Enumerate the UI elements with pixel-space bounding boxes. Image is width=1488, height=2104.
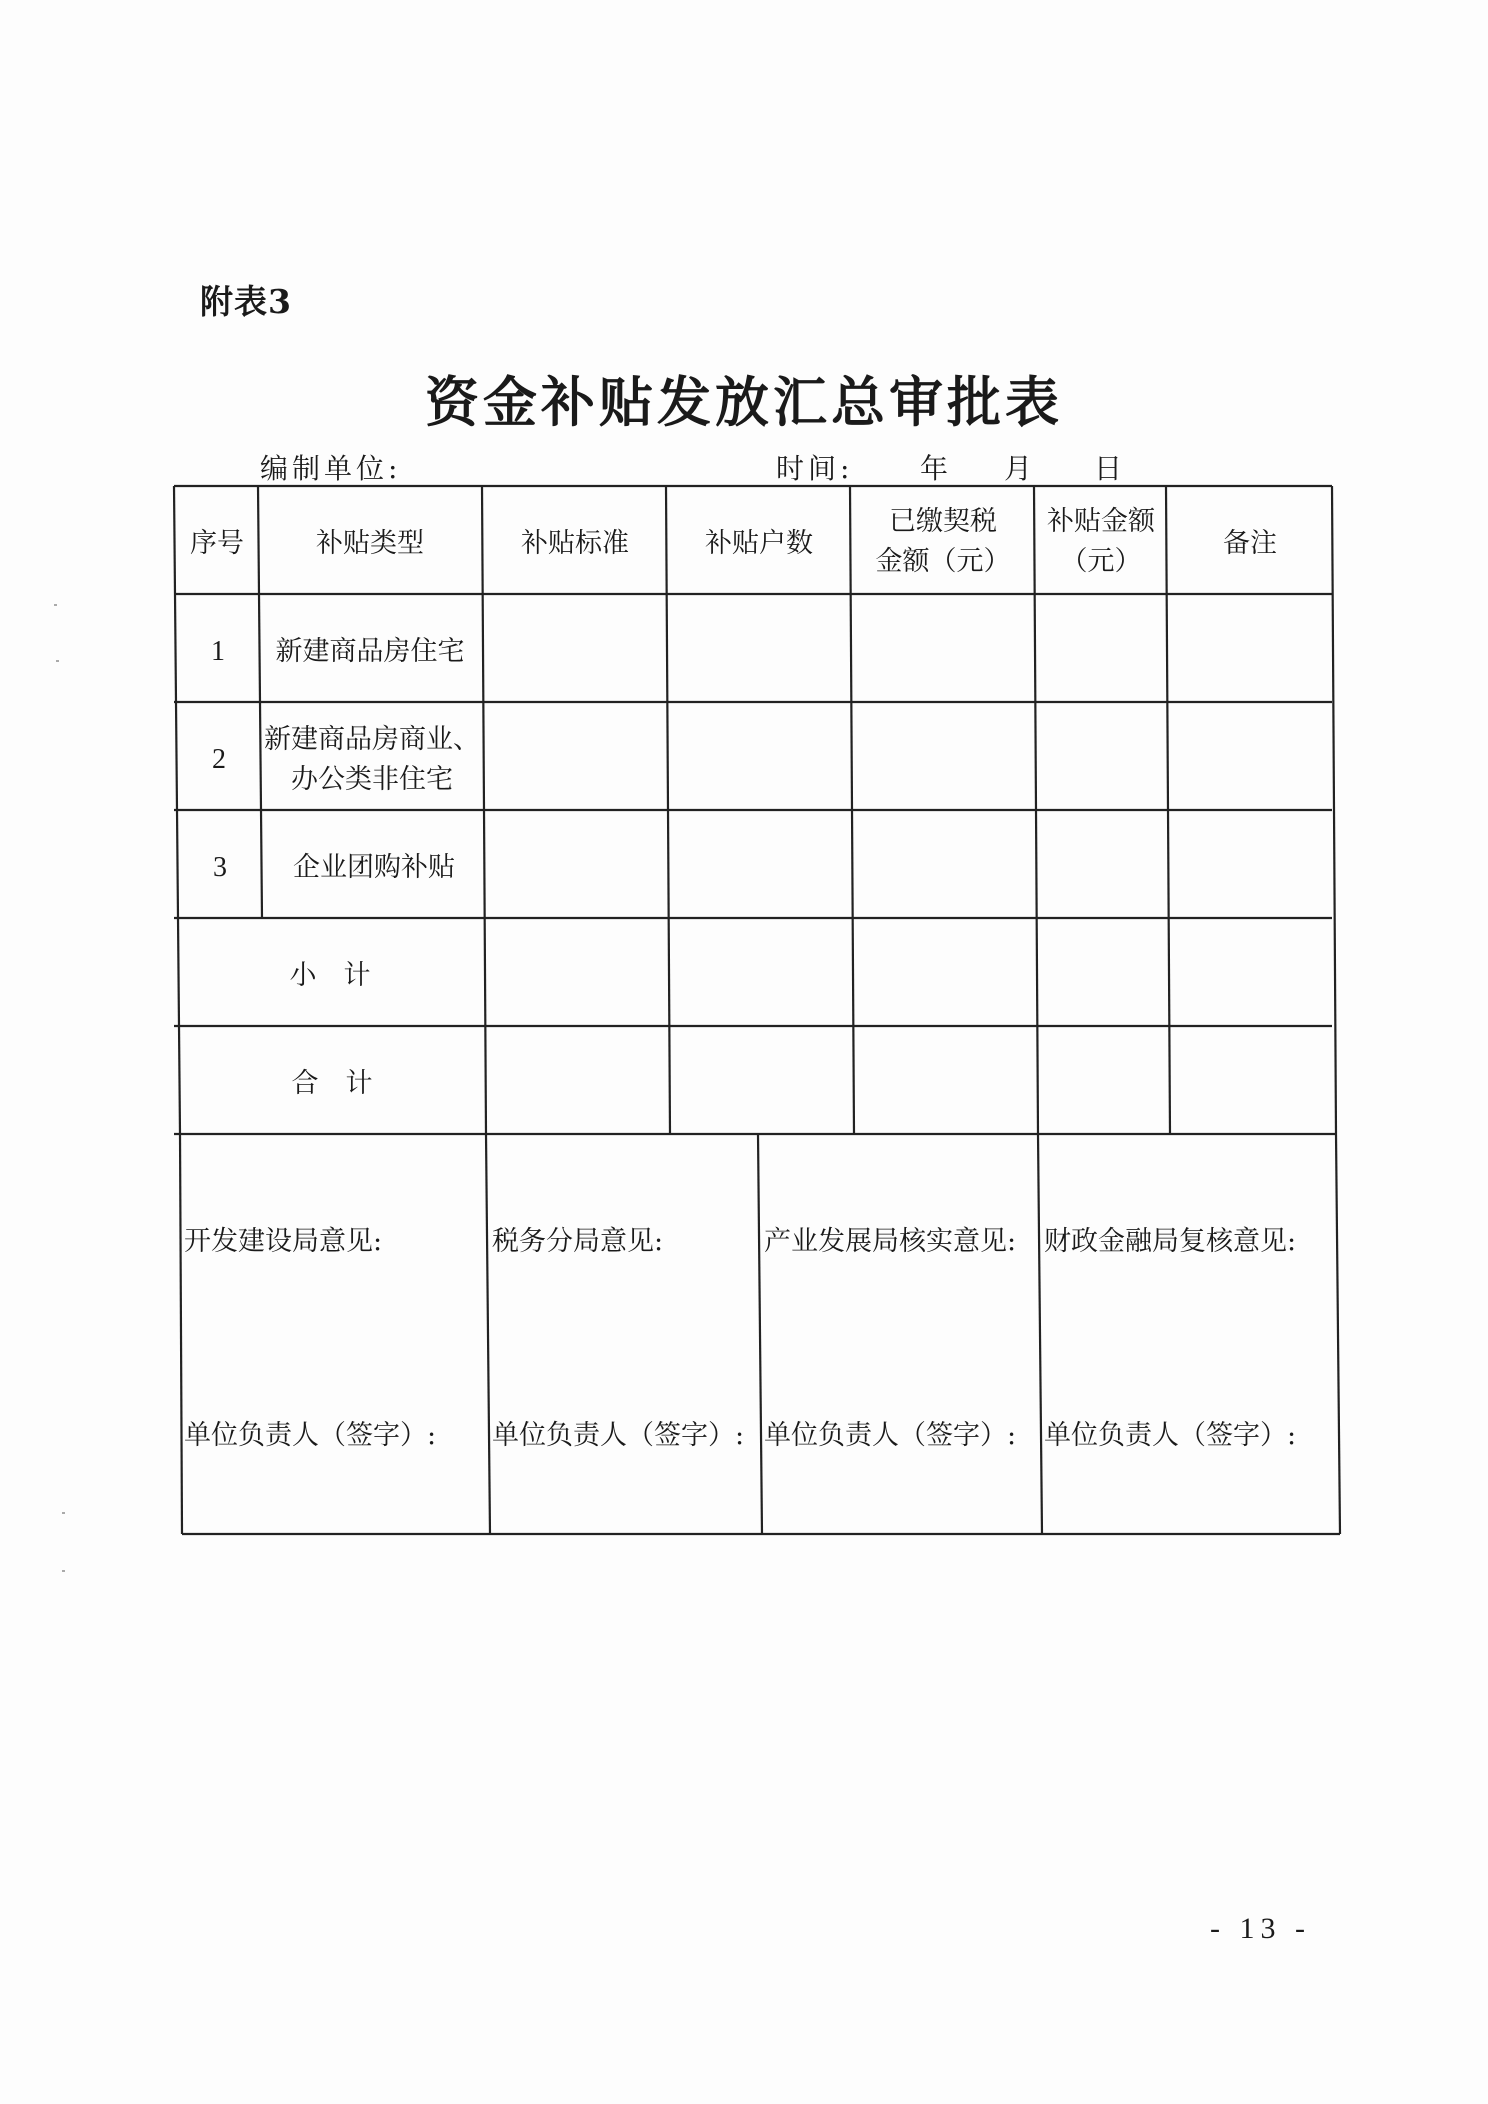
table-row [212,724,480,795]
opinion-tax-branch: 税务分局意见: [492,1226,664,1257]
signer-development-bureau: 单位负责人（签字）: [184,1420,437,1451]
total-label: 合 计 [291,1068,373,1099]
header-type: 补贴类型 [316,528,424,559]
signer-industry-bureau: 单位负责人（签字）: [764,1420,1017,1451]
header-tax-line1: 已缴契税 [889,506,997,537]
header-amount-line1: 补贴金额 [1047,506,1155,537]
header-amount-line2: （元） [1060,546,1142,577]
row-type-line1: 新建商品房商业、 [264,724,480,755]
month-label: 月 [1004,452,1037,485]
row-type-line2: 办公类非住宅 [291,764,453,795]
table-row [211,636,465,667]
day-label: 日 [1094,452,1127,485]
row-type: 企业团购补贴 [293,852,455,883]
signer-finance-bureau: 单位负责人（签字）: [1044,1420,1297,1451]
header-households: 补贴户数 [705,528,813,559]
page-number: - 13 - [1210,1912,1311,1945]
scan-speck [56,660,59,662]
scan-speck [54,604,57,606]
header-tax-line2: 金额（元） [875,546,1011,577]
opinion-finance-bureau: 财政金融局复核意见: [1044,1226,1297,1257]
time-label: 时间: [776,452,854,485]
table-row [213,852,455,883]
header-remark: 备注 [1223,528,1277,559]
header-standard: 补贴标准 [521,528,629,559]
row-seq: 3 [213,852,227,883]
year-label: 年 [920,452,953,485]
scan-speck [62,1570,65,1572]
opinion-industry-bureau: 产业发展局核实意见: [764,1226,1017,1257]
signer-tax-branch: 单位负责人（签字）: [492,1420,745,1451]
document-title: 资金补贴发放汇总审批表 [425,370,1063,434]
subtotal-label: 小 计 [289,960,371,991]
attachment-label: 附表3 [200,282,292,321]
scan-speck [62,1512,65,1514]
compiling-unit-label: 编制单位: [260,452,402,485]
header-seq: 序号 [190,528,244,559]
opinion-development-bureau: 开发建设局意见: [184,1226,383,1257]
row-seq: 1 [211,636,225,667]
row-type: 新建商品房住宅 [275,636,465,667]
row-seq: 2 [212,744,226,775]
